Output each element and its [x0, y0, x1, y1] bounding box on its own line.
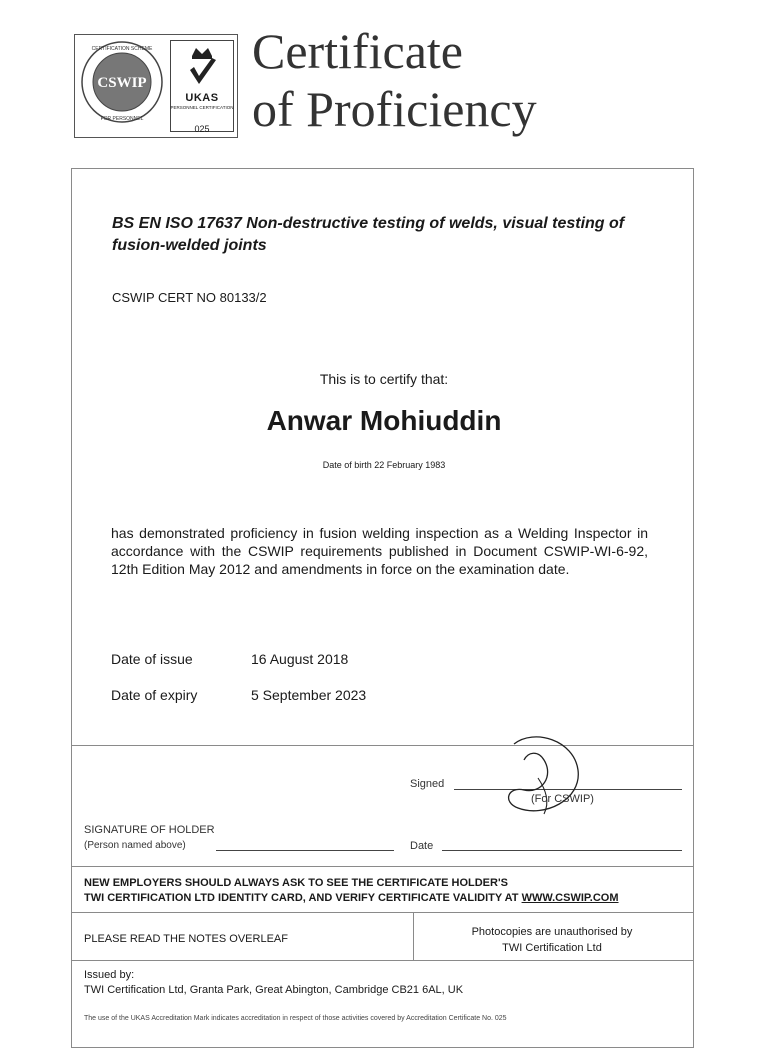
divider	[71, 912, 694, 913]
issued-by	[84, 968, 463, 998]
footnote: The use of the UKAS Accreditation Mark indicates accreditation in respect of those activities covered by Accreditation Certificate No. 025	[84, 1015, 507, 1022]
cswip-seal-icon	[80, 40, 164, 124]
cswip-link[interactable]: WWW.CSWIP.COM	[521, 892, 619, 904]
signed-label: Signed	[410, 778, 445, 790]
ukas-sub: PERSONNEL CERTIFICATION	[170, 105, 234, 110]
signature-icon	[494, 730, 586, 822]
issued-by-label: Issued by:	[84, 969, 135, 981]
employer-notice-line-1: NEW EMPLOYERS SHOULD ALWAYS ASK TO SEE THE CERTIFICATE HOLDER'S	[84, 877, 508, 889]
divider	[413, 912, 414, 960]
date-of-birth: Date of birth 22 February 1983	[322, 460, 446, 470]
divider	[71, 866, 694, 867]
employer-notice-line-2	[84, 891, 684, 906]
standard-title: BS EN ISO 17637 Non-destructive testing of welds, visual testing of fusion-welded joints	[112, 215, 625, 254]
date-label: Date	[410, 840, 434, 852]
read-notes: PLEASE READ THE NOTES OVERLEAF	[84, 933, 288, 945]
title-line-2: of Proficiency	[252, 81, 537, 137]
issued-by-address: TWI Certification Ltd, Granta Park, Great Abington, Cambridge CB21 6AL, UK	[84, 984, 464, 996]
issue-date-label: Date of issue	[111, 651, 193, 667]
seal-text: CSWIP	[97, 75, 147, 91]
certify-line: This is to certify that:	[319, 371, 449, 387]
issue-date-value: 16 August 2018	[251, 651, 349, 667]
page-title	[252, 22, 537, 138]
date-line[interactable]	[442, 850, 682, 851]
photocopies-notice	[418, 924, 686, 956]
photocopies-line-2: TWI Certification Ltd	[502, 942, 602, 954]
ukas-number: 025	[194, 124, 210, 134]
crown-check-icon	[184, 44, 220, 92]
holder-signature-line[interactable]	[216, 850, 394, 851]
divider	[71, 960, 694, 961]
holder-name: Anwar Mohiuddin	[266, 405, 502, 436]
for-cswip-label: (For CSWIP)	[531, 793, 594, 805]
cert-number: CSWIP CERT NO 80133/2	[112, 290, 267, 305]
employer-notice-text: TWI CERTIFICATION LTD IDENTITY CARD, AND VERIFY CERTIFICATE VALIDITY AT	[84, 892, 519, 904]
divider	[71, 745, 694, 746]
expiry-date-value: 5 September 2023	[251, 687, 367, 703]
expiry-date-label: Date of expiry	[111, 687, 198, 703]
holder-signature-label: SIGNATURE OF HOLDER	[84, 824, 215, 836]
photocopies-line-1: Photocopies are unauthorised by	[471, 926, 633, 938]
seal-ring-bottom: FOR PERSONNEL	[100, 116, 144, 122]
employer-notice	[84, 876, 684, 906]
proficiency-statement: has demonstrated proficiency in fusion welding inspection as a Welding Inspector in accordance with the CSWIP requirements published in Document CSWIP-WI-6-92, 12th Edition May 2012 and amendments in force on the examination date.	[111, 525, 648, 577]
holder-signature-sub: (Person named above)	[84, 840, 186, 851]
ukas-label: UKAS	[185, 92, 219, 104]
title-line-1: Certificate	[252, 23, 463, 79]
seal-ring-top: CERTIFICATION SCHEME	[91, 46, 153, 52]
